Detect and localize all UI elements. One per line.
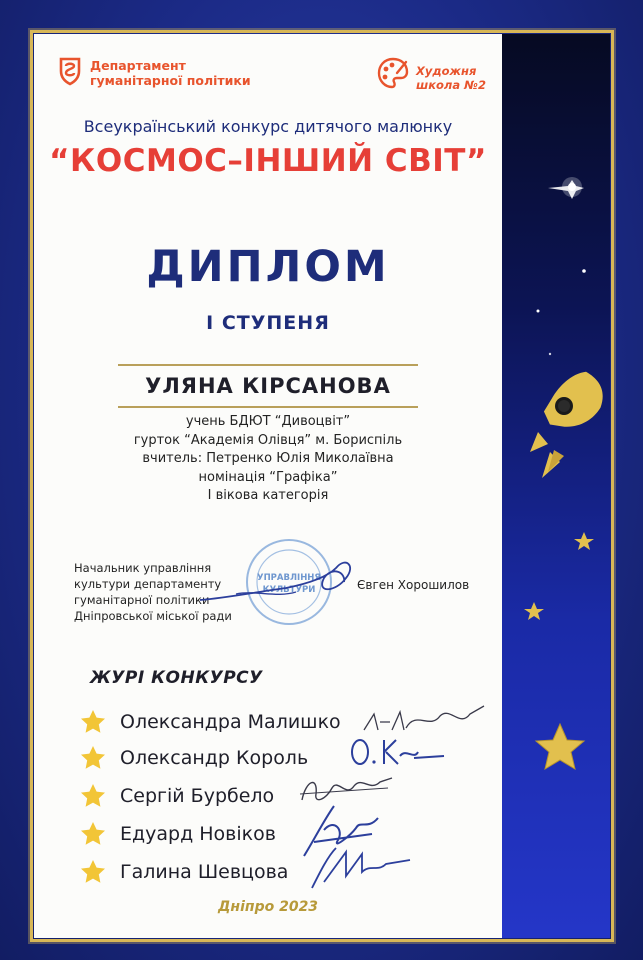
jury-member-name: Олександра Малишко: [120, 711, 341, 733]
stamp-text-line-2: КУЛЬТУРИ: [262, 585, 316, 595]
signature-jury-5: [306, 842, 416, 892]
small-star-icon: [549, 353, 551, 355]
position-line: гуманітарної політики: [74, 593, 210, 607]
gold-star-icon: [80, 821, 106, 847]
jury-member: [80, 706, 341, 738]
jury-member: [80, 742, 308, 774]
gold-star-icon: [574, 532, 594, 550]
position-line: Начальник управління: [74, 561, 212, 575]
big-gold-star-icon: [536, 724, 584, 769]
stamp-text-line-1: УПРАВЛІННЯ: [257, 573, 321, 583]
footer-place-year: Дніпро 2023: [217, 899, 319, 915]
jury-member: [80, 780, 274, 812]
signature-jury-2: [348, 732, 448, 772]
gold-star-icon: [80, 859, 106, 885]
diploma-degree: І СТУПЕНЯ: [206, 312, 330, 334]
diploma-title: ДИПЛОМ: [146, 242, 390, 292]
palette-logo-icon: [376, 56, 410, 90]
department-logo-icon: [58, 56, 82, 86]
position-line: Дніпровської міської ради: [74, 609, 232, 623]
space-illustration: [502, 34, 610, 938]
school-line: Художня: [416, 64, 477, 78]
rocket-icon: [530, 363, 610, 478]
detail-line: вчитель: Петренко Юлія Миколаївна: [142, 451, 394, 466]
contest-name: Всеукраїнський конкурс дитячого малюнку: [83, 117, 453, 136]
department-line: гуманітарної політики: [90, 73, 251, 88]
signatory-name: Євген Хорошилов: [357, 578, 470, 592]
jury-title: ЖУРІ КОНКУРСУ: [90, 668, 263, 688]
divider: [118, 406, 418, 408]
jury-member-name: Олександр Король: [120, 747, 309, 769]
gold-star-icon: [80, 745, 106, 771]
detail-line: номінація “Графіка”: [198, 469, 338, 485]
gold-star-icon: [80, 783, 106, 809]
small-star-icon: [537, 310, 540, 313]
gold-star-icon: [524, 602, 544, 620]
recipient-details: [34, 413, 502, 506]
divider: [118, 364, 418, 366]
school-name: [416, 64, 486, 92]
detail-line: учень БДЮТ “Дивоцвіт”: [185, 414, 351, 429]
department-line: Департамент: [90, 58, 186, 73]
jury-member-name: Едуард Новіков: [120, 823, 276, 845]
space-panel: [502, 34, 610, 938]
school-line: школа №2: [416, 78, 486, 92]
jury-member-name: Галина Шевцова: [120, 861, 289, 883]
jury-member-name: Сергій Бурбело: [120, 785, 275, 807]
jury-member: [80, 856, 288, 888]
small-star-icon: [582, 269, 586, 273]
position-line: культури департаменту: [74, 577, 222, 591]
jury-member: [80, 818, 276, 850]
recipient-name: УЛЯНА КІРСАНОВА: [145, 374, 391, 398]
signature-chief: [196, 548, 356, 618]
sparkle-star-icon: [548, 177, 584, 199]
department-name: [90, 58, 251, 88]
detail-line: І вікова категорія: [207, 488, 329, 503]
gold-star-icon: [80, 709, 106, 735]
contest-title: “КОСМОС–ІНШИЙ СВІТ”: [49, 143, 487, 179]
detail-line: гурток “Академія Олівця” м. Бориспіль: [133, 432, 403, 448]
